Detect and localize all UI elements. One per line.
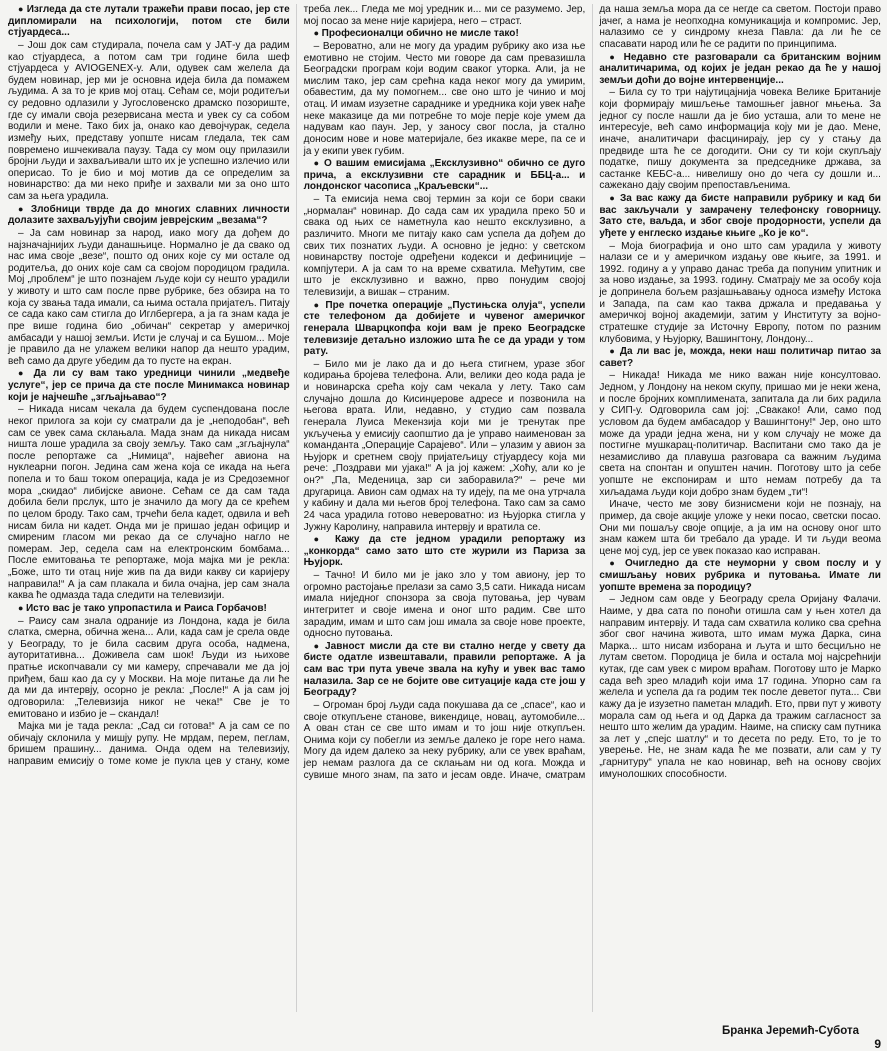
- interview-question: ● Исто вас је тако упропастила и Раиса Горбачов!: [8, 603, 290, 615]
- interview-answer: – Тачно! И било ми је јако зло у том авиону, јер то огромно растојање прелази за само 3,5 сати. Никада нисам имала ниједног спонзора за своја путовања, јер чувам интегритет и своје имена и оног што радим. Све што зарадим, имам и што сам још имала за своје нове проекте, односно путовања.: [303, 570, 586, 640]
- interview-answer: – Вероватно, али не могу да урадим рубрику ако иза ње емотивно не стојим. Често ми говоре да сам превазишла Београдски програм који водим сваког уторка. Али, ја не мислим тако, јер сам срећна када неког могу да умирим, обавестим, да му помогнем... све оно што је чинио и мој отац. И имам изузетне сараднике и уредника који увек нађе неке маказице да ми потребне то моје перје које умем да надувам као паун. Јер, у заносу свог посла, ја стално доносим нове и нове материјале, без икакве мере, па се и ја у екипи увек губим.: [303, 40, 586, 157]
- interview-answer: – Ја сам новинар за народ, иако могу да дођем до најзначајнијих људи данашњице. Нормално је да свако од нас има своје „везе“, пошто од оних које су ми остале од родитеља, до оних које сам са својом породицом градила. Мој „проблем“ је што познајем људе који су нешто урадили у животу и што сам после прве рубрике, без обзира на то која су звања тада имали, са њима остала пријатељ. Питају се сада како сам стигла до Иглбергера, а ја га знам када је пре више година био „обичан“ секретар у америчкој амбасади у нашој земљи. Исти је случај и са Бушом... Моје је правило да не улажем велики напор да нешто урадим, већ само да друге убедим да то пусте на екран.: [8, 227, 290, 367]
- interview-question: ● Очигледно да сте неуморни у свом послу и у смишљању нових рубрика и путовања. Имате ли уопште времена за породицу?: [599, 558, 881, 593]
- interview-answer: Иначе, често ме зову бизнисмени који не познају, на пример, да своје акције уложе у неки посао, светски посао. Они ми пошаљу своје опције, а ја им на основу оног што знам кажем шта би требало да ураде. И ти људи веома цене мој суд, јер се увек показао као исправан.: [599, 499, 881, 557]
- interview-question: ● Да ли су вам тако уредници чинили „медвеђе услуге“, јер се прича да сте после Минимакса новинар који је најчешће „згљајњавао“?: [8, 368, 290, 403]
- interview-question: ● Јавност мисли да сте ви стално негде у свету да бисте одатле извештавали, правили репортаже. А ја сам вас три пута увече звала на кућу и увек вас тамо налазила. Зар се не бојите ове ситуације када сте још у Београду?: [304, 641, 586, 699]
- interview-question: ● Пре почетка операције „Пустињска олуја“, успели сте телефоном да добијете и чувеног америчког генерала Шварцкопфа који вам је преко Београдске телевизије детаљно изложио шта ће се да уради у том рату.: [304, 300, 586, 358]
- interview-answer: – Била су то три најутицајнија човека Велике Британије који формирају мишљење тамошњег јавног мњења. За једног су после нашли да је био усташа, али то мене не интересује, већ само информација коју ми је дао. Мене, иначе, аналитичари фасцинирају, јер су у стању да предвиде шта ће се догодити. Они су ти који скупљају податке, пишу документа за председнике држава, за састанке КЕБС-а... нивелишу оно до чега су дошли и... сажекано дају својим препостављенима.: [599, 87, 881, 192]
- interview-answer: – Огроман број људи сада покушава да се „спасе“, као и своје откупљене станове, викендице, новац, аутомобиле... А ован стан се све што имам и то још нијe откупљен. Онима који су побегли из земље далеко је горе него нама. Могу да идем далеко за неку рубрику, али се увек враћам, јер немам разлога да се склањам ни од кога. Можда и сувише много знам, па зато и јесам овде. Иначе, сматрам да наша земља мора да се негде са светом. Постоји право јачег, а нама је неопходна комуникација и компромис. Јер, налазимо се у синдрому кнеза Павла: да ли ће се спасавати народ или ће се радити по принципима.: [303, 4, 881, 781]
- interview-answer: – Још док сам студирала, почела сам у ЈАТ-у да радим као стјуардеса, а потом сам три године била шеф стјуардеса у AVIOGENEX-у. Али, одувек сам желела да будем новинар, јер ми је основна идеја била да помажем људима. А за то је крив мој отац. Сећам се, моји родитељи су редовно одлазили у Југословенско драмско позориште, где су имали своја резервисана места и увек су са собом водили и мене. Тако бих ја, онако као девојчурак, седела између њих, представу уопште нисам гледала, тек сам повремено ишчекивала паузу. Тада су мом оцу прилазили бројни људи и захваљивали што их је успешно излечио или оперисао. То је био и мој мотив да се определим за новинарство: да ми неко приђе и захвали ми за оно што сам за њега урадила.: [8, 39, 290, 202]
- interview-answer: – Раису сам знала одраније из Лондона, када је била слатка, смерна, обична жена... Али, када сам је срела овде у Београду, то је била сасвим друга особа, надмена, ауторитативна... Доживела сам шок! Људи из њихове пратње ископчавали су ми камеру, спречавали ме да јој приђем, баш као да су у Москви. На моје питање да ли ће да ми да интервју, осорно је рекла: „После!“ А ја сам јој одговорила: „Телевизија никог не чека!“ Све је то емитовано и избио је – скандал!: [8, 615, 290, 720]
- interview-question: ● Кажу да сте једном урадили репортажу из „конкорда“ само зато што сте журили из Париза за Њујорк.: [304, 534, 586, 569]
- interview-answer: – Једном сам овде у Београду срела Оријану Фалачи. Наиме, у два сата по поноћи отишла сам у њен хотел да направим интервју. И тада сам схватила колико сва срећна због свог начина живота, што имам мужа Дарка, сина Марка... што нисам изборана и љута и што бесциљно не лутам светом. Породица је била и остала мој најсрећнији кутак, где сам увек с миром враћам. Поготову што је Марко сада већ зрео младић који има 17 година. Упорно сам га желела и успела да га родим тек после деветог пута... Сви кажу да је изузетно паметан младић. Ето, први пут у животу морала сам од њега и од Дарка да тражим сагласност за нешто што желим да урадим. Наиме, на списку сам путника за лет у „спејс шатлу“ и то десета по реду. Ето, то је то уверење. Не, не знам када ће ме позвати, али сам у ту „гарнитуру“ упала не као новинар, већ на основу својих имунолошких способности.: [599, 594, 881, 780]
- interview-answer: – Никада нисам чекала да будем суспендована после неког прилога за који су сматрали да је „неподобан“, већ сам се увек сама склањала. Мада знам да никада нисам ништа лоше урадила за своју земљу. Тако сам „згљајнула“ после репортаже са „Нимица“, највећег авиона на нуклеарни погон. Једина сам жена која се икада на њега попела и то баш током операција, када је из Средоземног мора „скидао“ либијске авионе. Сећам се да сам тада добила бели прслук, што је значило да могу да се крећем по целом броду. Тако сам, трчећи бела кадет, одвила и већ нисам била ни кадет. Онда ми је пришао један официр и смиреним гласом ми рекао да се случајно нагло не померам. Јер, седела сам на електронским бомбама... После емитовања те репортаже, моја мајка ми је рекла: „Боже, што ти отац није жив па да види какву си каријеру направила!“ А ја сам плакала и била очајна, јер сам знала каква ће одмазда тада следити на телевизији.: [8, 404, 290, 602]
- interview-question: ● О вашим емисијама „Ексклузивно“ обично се дуго прича, а ексклузивни сте сарадник и ББЦ-а... и лондонског часописа „Краљевски“...: [304, 158, 586, 193]
- interview-question: ● Недавно сте разговарали са британским војним аналитичарима, од којих је један рекао да ће у нашој земљи доћи до војне интервенције...: [599, 52, 881, 87]
- interview-question: ● Злобници тврде да до многих славних личности долазите захваљујући својим јеврејским „везама“?: [8, 204, 290, 227]
- interview-question: ● Да ли вас је, можда, неки наш политичар питао за савет?: [599, 346, 881, 369]
- interview-question: ● За вас кажу да бисте направили рубрику и кад би вас закључали у замрачену телефонску говорницу. Зато сте, ваљда, и због своје продорности, успели да уђете у енглеско издање књиге „Ко је ко“.: [599, 193, 881, 240]
- author-signature: Бранка Јеремић-Субота: [721, 1025, 859, 1037]
- interview-question: ● Професионалци обично не мисле тако!: [304, 28, 586, 40]
- interview-answer: Мајка ми је тада рекла: „Сад си готова!“ А ја сам се по обичају склонила у мишју рупу. Не мрдам, перем, пеглам, бришем прашину... данима. Онда одем на телевизију, направим емисију о томе коме је пукла цев у стану, коме треба лек... Гледа ме мој уредник и... ми се разумемо. Јер, мој посао за мене није каријера, него – страст.: [8, 4, 586, 767]
- interview-answer: – Та емисија нема свој термин за који се бори сваки „нормалан“ новинар. До сада сам их урадила преко 50 и свака од њих се наметнула као нешто ексклузивно, а различито. Многи ме питају како сам успела да дођем до свих тих познатих људи. А основно је једно: у светском новинарству постоје одређени кодекси и дефиниције – компјутери. А ја сам то на време схватила. Међутим, све што је ексклузивно и важно, прво понудим својој телевизији, а вишак – страним.: [303, 194, 586, 298]
- interview-answer: – Никада! Никада ме нико важан није консултовао. Једном, у Лондону на неком скупу, пришао ми је неки жена, и после бројних комплимената, запитала да ли бих радила у СИП-у. Одговорила сам јој: „Свакако! Али, само под условом да будем амбасадор у Вашингтону!“ Јер, оно што може да уради једна жена, ни у ком случају не може да постигне мушкарац-политичар. Васпитани смо тако да је незамисливо да плавуша разговара са важним људима света на спонтан и опуштен начин. Поготову што ја себе уопште не експонирам и што немам потребу да та хиљадама људи који добро знам будем „ти“!: [599, 370, 881, 498]
- interview-question: ● Изгледа да сте лутали тражећи прави посао, јер сте дипломирали на психологији, потом сте били стјуардеса...: [8, 4, 290, 39]
- page-number: 9: [874, 1037, 881, 1051]
- interview-answer: – Моја биографија и оно што сам урадила у животу налази се и у америчком издању ове књиге, за 1991. и 1992. годину а у управо данас треба да попуним упитник и за ново издање, за 1993. годину. Сматрају ме за особу која је допринела бољем разјашњавању односа између Истока и Запада, па сам као таква држала и предавања у америчкој војној академији, затим у Институту за војно-стратешке студије за Источну Европу, потом по разним клубовима, у Њујорку, Вашингтону, Лондону...: [599, 240, 881, 345]
- article-body: [8, 4, 881, 1012]
- interview-answer: – Било ми је лако да и до њега стигнем, уразе због кодирања бројева телефона. Али, велики део кода рада је и новинарска срећа коју сам чекала у лету. Тако сам случајно дошла до Кисинџерове адресе и позвонила на његова врата. Или, недавно, у студио сам позвала генерала Луиса Мекензија који ми је тренутак пре укључења у емисију саопштио да је управо наименован за команданта „Операције Сарајево“. Или – улазим у авион за Њујорк и сретнем своју пријатељицу стјуардесу која ми рече: „Поздрави ми ујака!“ А ја јој кажем: „Хоћу, али ко је он?“ „Па, Меденица, зар си заборавила?“ – рече ми другарица. Авион сам одмах на ту идеју, па ме она утрчала у кабину и дала ми његов број телефона. Тако сам за само 24 часа урадила готово невероватно: из Њујорка стигла у Јужну Каролину, направила интервју и вратила се.: [303, 358, 586, 533]
